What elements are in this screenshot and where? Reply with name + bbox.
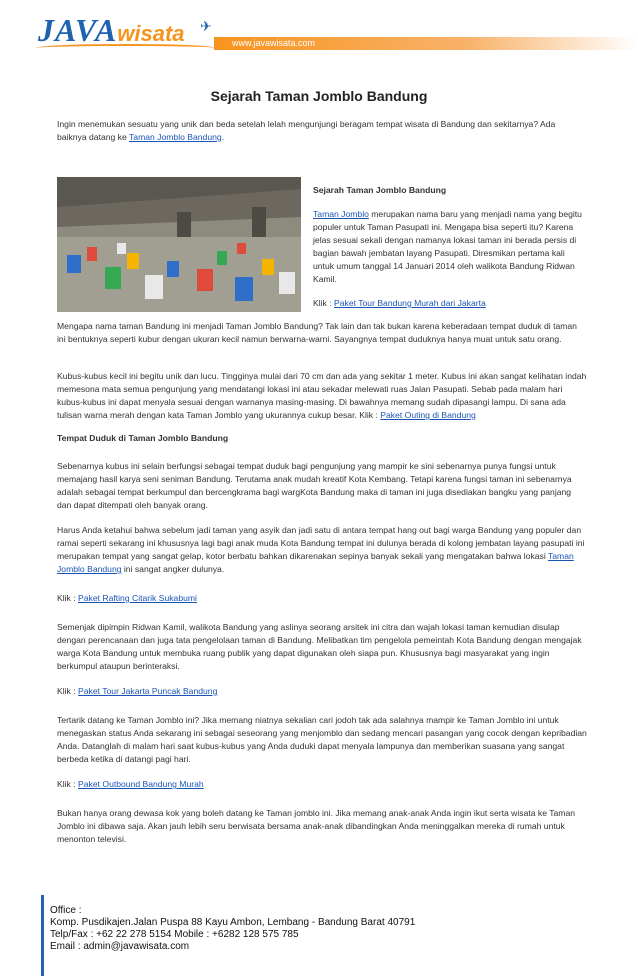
intro-text: Ingin menemukan sesuatu yang unik dan beda setelah lelah mengunjungi beragam tempat wisata di Bandung dan sekitarnya? Ada baiknya datang ke	[57, 119, 556, 142]
paragraph-4-text: Harus Anda ketahui bahwa sebelum jadi taman yang asyik dan jadi satu di antara tempat hang out bagi warga Bandung yang populer dan ramai seperti sekarang ini khususnya lagi bagi anak muda Kota Bandung tempat ini dulunya berada di kolong jembatan layang pasupati ini merupakan tempat yang sangat gelap, kotor berbatu bahkan dikarenakan sepinya banyak sekali yang mengatakan bahwa lokasi	[57, 525, 585, 561]
footer-phone: Telp/Fax : +62 22 278 5154 Mobile : +6282 128 575 785	[50, 929, 299, 940]
klik-outbound	[57, 778, 587, 791]
intro-link[interactable]: Taman Jomblo Bandung	[129, 132, 222, 142]
logo-java-text: JAVA	[38, 12, 118, 48]
paragraph-4-link[interactable]: Taman Jomblo Bandung	[57, 551, 574, 574]
side-link[interactable]: Taman Jomblo	[313, 209, 369, 219]
footer-accent-bar	[41, 895, 44, 976]
footer-office-label: Office :	[50, 905, 82, 916]
logo-wisata-text: wisata	[117, 21, 185, 46]
footer-contact	[50, 905, 415, 953]
paragraph-4-end: ini sangat angker dulunya.	[121, 564, 225, 574]
side-column	[313, 184, 588, 310]
header	[0, 0, 638, 60]
paragraph-3: Sebenarnya kubus ini selain berfungsi sebagai tempat duduk bagi pengunjung yang mampir ke sini sebenarnya punya fungsi untuk memajang hasil karya seni seniman Bandung. Terutama anak mudah kreatif Kota Kembang. Tetapi karena fungsi taman ini sebenarnya adalah sebagai tempat berkumpul dan bercengkrama bagi wargKota Bandung maka di taman ini juga disediakan bangku yang panjang dan dapat ditempati oleh banyak orang.	[57, 461, 572, 510]
side-heading: Sejarah Taman Jomblo Bandung	[313, 185, 447, 195]
intro-end: .	[221, 132, 225, 142]
klik-outbound-label: Klik :	[57, 779, 79, 789]
side-klik-link[interactable]: Paket Tour Bandung Murah dari Jakarta	[334, 298, 486, 308]
side-text: merupakan nama baru yang menjadi nama yang begitu populer untuk Taman Pasupati ini. Mengapa bisa seperti itu? Karena jelas sesuai sekali dengan namanya lokasi taman ini berada persis di bagian bawah jembatan layang Pasupati. Diresmikan pertama kali untuk umum tanggal 14 Januari 2014 oleh walikota Bandung Ridwan Kamil.	[313, 209, 582, 284]
footer	[0, 895, 638, 976]
klik-rafting	[57, 592, 587, 605]
website-url[interactable]: www.javawisata.com	[232, 38, 316, 48]
paragraph-2-link[interactable]: Paket Outing di Bandung	[380, 410, 476, 420]
side-klik-label: Klik :	[313, 298, 335, 308]
footer-email[interactable]: Email : admin@javawisata.com	[50, 941, 190, 952]
klik-tour-jakarta-link[interactable]: Paket Tour Jakarta Puncak Bandung	[78, 686, 218, 696]
paragraph-6: Tertarik datang ke Taman Jomblo ini? Jika memang niatnya sekalian cari jodoh tak ada salahnya mampir ke Taman Jomblo ini untuk menegaskan status Anda sekarang ini sebagai seseorang yang menjomblo dan sedang mencari pasangan yang cocok dengan kepribadian Anda. Datanglah di malam hari saat kubus-kubus yang Anda duduki dapat menyala lampunya dan memberikan suasana yang sangat berbeda ketika di datangi pagi hari.	[57, 715, 587, 764]
paragraph-2	[57, 370, 587, 422]
klik-tour-jakarta-label: Klik :	[57, 686, 79, 696]
website-bar	[214, 37, 638, 50]
paragraph-7: Bukan hanya orang dewasa kok yang boleh datang ke Taman jomblo ini. Jika memang anak-anak Anda ingin ikut serta wisata ke Taman Jomblo ini dibawa saja. Akan jauh lebih seru berwisata bersama anak-anak dibandingkan Anda meninggalkan mereka di rumah untuk menonton televisi.	[57, 808, 576, 844]
park-photo-illustration	[57, 177, 301, 312]
footer-address: Komp. Pusdikajen.Jalan Puspa 88 Kayu Ambon, Lembang - Bandung Barat 40791	[50, 917, 416, 928]
paragraph-4	[57, 524, 587, 576]
paragraph-5: Semenjak dipimpin Ridwan Kamil, walikota Bandung yang aslinya seorang arsitek ini citra dan wajah lokasi taman kemudian disulap dengan perencanaan dan juga tata pengelolaan taman di Bandung. Melibatkan tim pengelola pemeintah Kota Bandung dengan mengajak warga Kota Bandung untuk membuka ruang publik yang dapat digunakan oleh siapa pun. Khususnya bagi masyarakat yang ingin berkumpul ataupun berinteraksi.	[57, 622, 582, 671]
paragraph-1: Mengapa nama taman Bandung ini menjadi Taman Jomblo Bandung? Tak lain dan tak bukan karena keberadaan tempat duduk di taman ini bentuknya seperti kubur dengan ukuran kecil namun berwarna-warni. Sayangnya tempat duduknya hanya muat untuk satu orang.	[57, 321, 577, 344]
airplane-icon: ✈	[200, 18, 212, 34]
klik-outbound-link[interactable]: Paket Outbound Bandung Murah	[78, 779, 204, 789]
park-photo	[57, 177, 301, 312]
section-heading: Tempat Duduk di Taman Jomblo Bandung	[57, 433, 229, 443]
intro-paragraph	[57, 118, 587, 144]
klik-rafting-link[interactable]: Paket Rafting Citarik Sukabumi	[78, 593, 197, 603]
paragraph-2-text: Kubus-kubus kecil ini begitu unik dan lucu. Tingginya mulai dari 70 cm dan ada yang sekitar 1 meter. Kubus ini akan sangat kelihatan indah memesona mata semua pengunjung yang mendatangi lokasi ini atau sekadar melewati ruas Jalan Pasupati. Sebab pada malam hari kubus-kubus ini dapat menyala sesuai dengan warnanya masing-masing. Di bawahnya memang sudah dipasangi lampu. Di sana ada tulisan warna merah dengan kata Taman Jomblo yang ukurannya cukup besar. Klik :	[57, 371, 587, 420]
logo-swoosh	[36, 44, 216, 52]
klik-rafting-label: Klik :	[57, 593, 79, 603]
klik-tour-jakarta	[57, 685, 587, 698]
page-title: Sejarah Taman Jomblo Bandung	[210, 88, 428, 104]
